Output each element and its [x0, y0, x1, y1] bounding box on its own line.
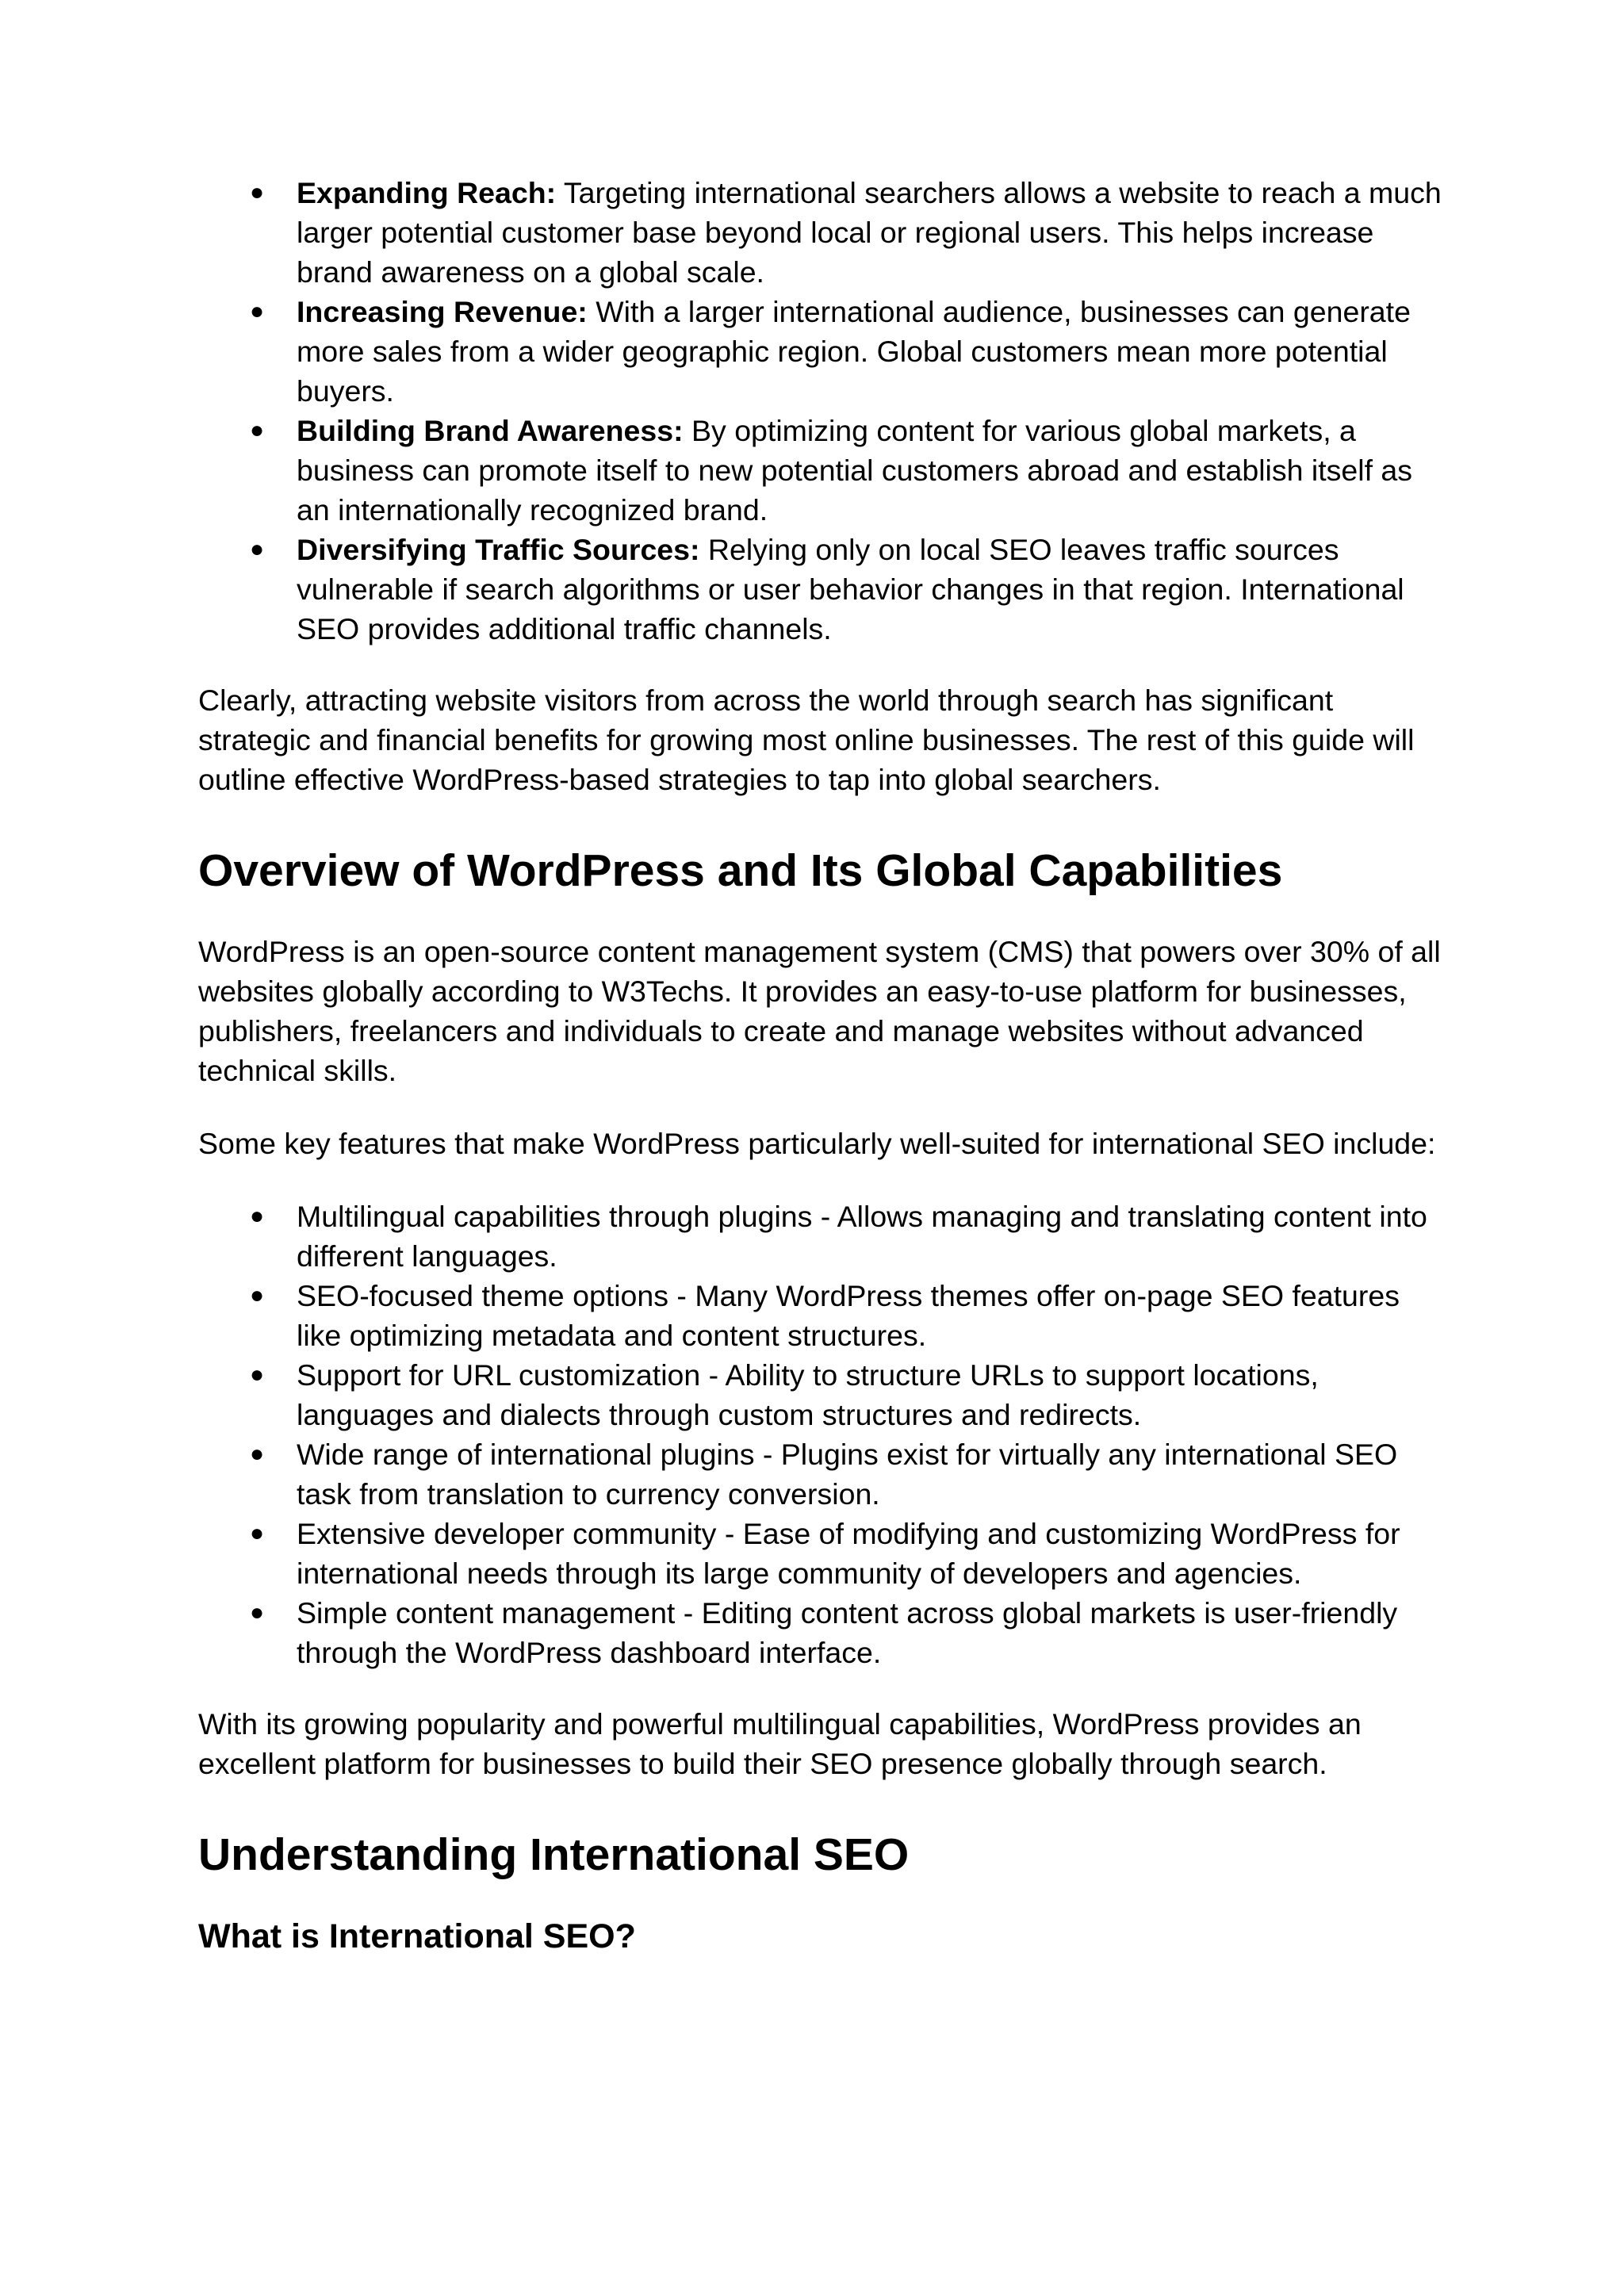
- list-item: [198, 1514, 1451, 1593]
- spacer: [198, 1672, 1451, 1704]
- list-item-bold-label: Diversifying Traffic Sources:: [297, 533, 700, 566]
- what-is-subheading: What is International SEO?: [198, 1917, 636, 1955]
- bullet-icon: ●: [250, 536, 265, 562]
- list-item-text: Extensive developer community - Ease of modifying and customizing WordPress for international needs through its large community of developers and agencies.: [297, 1517, 1400, 1590]
- list-item-text: With a larger international audience, businesses can generate more sales from a wider geographic region. Global customers mean more potential buyers.: [297, 295, 1411, 408]
- document-content: [198, 173, 1451, 1959]
- overview-paragraph-1: WordPress is an open-source content management system (CMS) that powers over 30% of all websites globally according to W3Techs. It provides an easy-to-use platform for businesses, publishers, freelancers and individuals to create and manage websites without advanced technical skills.: [198, 935, 1441, 1087]
- features-list: [198, 1197, 1451, 1672]
- bullet-icon: ●: [250, 1441, 265, 1467]
- list-item-text: Targeting international searchers allows a website to reach a much larger potential customer base beyond local or regional users. This helps increase brand awareness on a global scale.: [297, 176, 1442, 289]
- understanding-heading: Understanding International SEO: [198, 1829, 910, 1880]
- list-item-text: Support for URL customization - Ability to structure URLs to support locations, languages and dialects through custom structures and redirects.: [297, 1358, 1319, 1431]
- overview-paragraph-2: Some key features that make WordPress particularly well-suited for international SEO include:: [198, 1127, 1436, 1160]
- bullet-icon: ●: [250, 1361, 265, 1388]
- list-item: [198, 1593, 1451, 1672]
- list-item-text: Wide range of international plugins - Plugins exist for virtually any international SEO task from translation to currency conversion.: [297, 1438, 1398, 1511]
- bullet-icon: ●: [250, 1520, 265, 1546]
- spacer: [198, 898, 1451, 932]
- list-item: [198, 292, 1451, 411]
- spacer: [198, 649, 1451, 680]
- list-item-text: Simple content management - Editing content across global markets is user-friendly through the WordPress dashboard interface.: [297, 1596, 1398, 1669]
- list-item: [198, 173, 1451, 292]
- spacer: [198, 799, 1451, 843]
- overview-closing-paragraph: With its growing popularity and powerful multilingual capabilities, WordPress provides an excellent platform for businesses to build their SEO presence globally through search.: [198, 1707, 1362, 1780]
- intro-paragraph: Clearly, attracting website visitors from across the world through search has significant strategic and financial benefits for growing most online businesses. The rest of this guide will outline effective WordPress-based strategies to tap into global searchers.: [198, 684, 1415, 796]
- spacer: [198, 1783, 1451, 1827]
- list-item-bold-label: Increasing Revenue:: [297, 295, 588, 328]
- list-item: [198, 1197, 1451, 1276]
- list-item-bold-label: Building Brand Awareness:: [297, 414, 684, 447]
- bullet-icon: ●: [250, 1599, 265, 1626]
- spacer: [198, 1090, 1451, 1124]
- list-item-bold-label: Expanding Reach:: [297, 176, 557, 209]
- benefits-list: [198, 173, 1451, 649]
- bullet-icon: ●: [250, 1203, 265, 1229]
- list-item: [198, 1276, 1451, 1355]
- list-item-text: Relying only on local SEO leaves traffic sources vulnerable if search algorithms or user behavior changes in that region. International SEO provides additional traffic channels.: [297, 533, 1404, 645]
- bullet-icon: ●: [250, 298, 265, 324]
- list-item-text: Multilingual capabilities through plugins - Allows managing and translating content into different languages.: [297, 1200, 1427, 1273]
- list-item: [198, 530, 1451, 649]
- bullet-icon: ●: [250, 417, 265, 443]
- spacer: [198, 1882, 1451, 1914]
- bullet-icon: ●: [250, 179, 265, 205]
- list-item: [198, 1434, 1451, 1514]
- bullet-icon: ●: [250, 1282, 265, 1308]
- list-item-text: SEO-focused theme options - Many WordPress themes offer on-page SEO features like optimizing metadata and content structures.: [297, 1279, 1400, 1352]
- overview-heading: Overview of WordPress and Its Global Capabilities: [198, 845, 1283, 896]
- spacer: [198, 1163, 1451, 1197]
- list-item: [198, 411, 1451, 530]
- list-item: [198, 1355, 1451, 1434]
- list-item-text: By optimizing content for various global markets, a business can promote itself to new potential customers abroad and establish itself as an internationally recognized brand.: [297, 414, 1413, 527]
